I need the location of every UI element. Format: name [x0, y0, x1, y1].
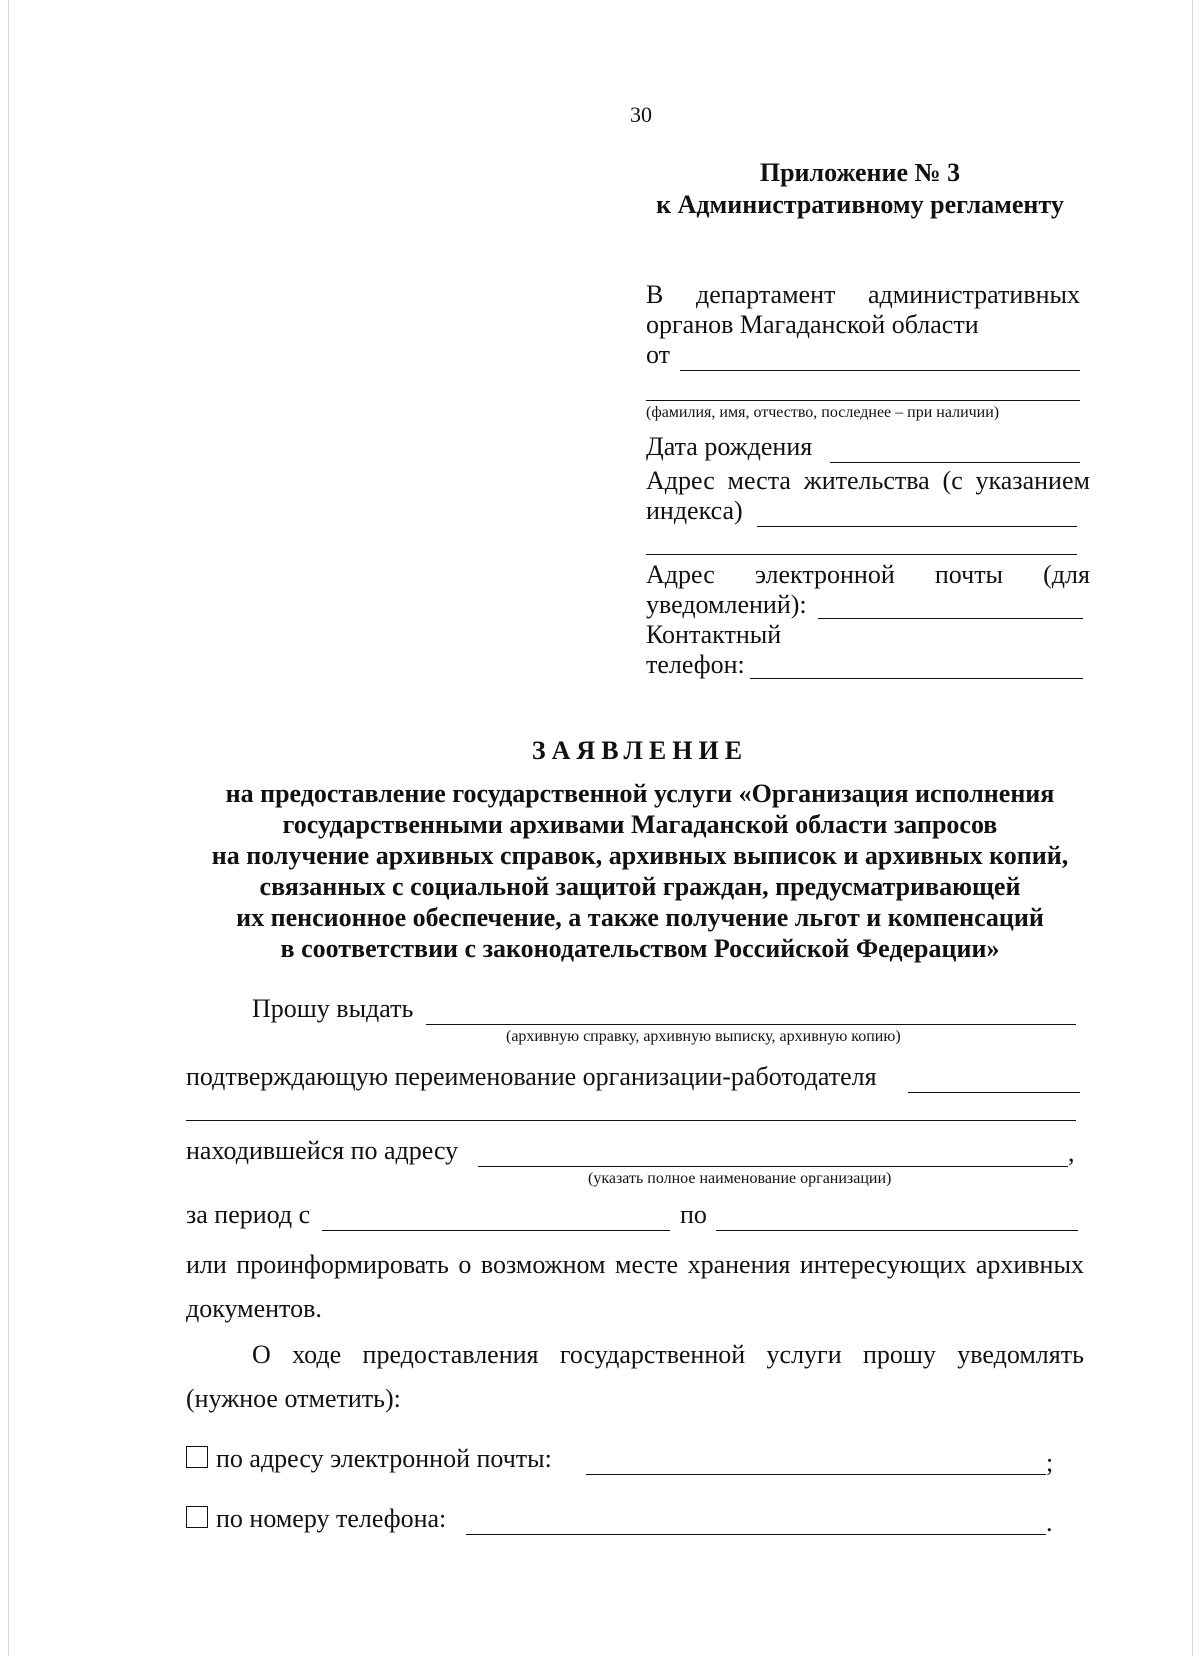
notify-line-1	[252, 1340, 1084, 1370]
period-from-label: за период с	[186, 1200, 311, 1229]
appendix-reference: к Административному регламенту	[656, 190, 1064, 219]
located-address-field[interactable]	[478, 1166, 1068, 1167]
subtitle-line: в соответствии с законодательством Российской Федерации»	[280, 934, 1000, 963]
rename-label: подтверждающую переименование организации-работодателя	[186, 1062, 877, 1091]
notify-email-checkbox[interactable]	[186, 1446, 208, 1468]
notify-line-2: (нужное отметить):	[186, 1384, 401, 1413]
issue-field[interactable]	[426, 1024, 1076, 1025]
phone-field[interactable]	[750, 678, 1083, 679]
inform-line-1	[186, 1250, 1084, 1280]
issue-hint: (архивную справку, архивную выписку, архивную копию)	[506, 1028, 901, 1045]
email-word: Адрес	[646, 560, 715, 589]
name-hint: (фамилия, имя, отчество, последнее – при наличии)	[646, 404, 1000, 421]
inform-word: проинформировать	[236, 1250, 449, 1279]
employer-field-2[interactable]	[186, 1120, 1076, 1121]
inform-word: архивных	[975, 1250, 1084, 1279]
notify-email-end: ;	[1046, 1448, 1054, 1477]
inform-word: о	[458, 1250, 472, 1279]
inform-word: возможном	[480, 1250, 606, 1279]
addressee-word: департамент	[695, 280, 836, 309]
subtitle-line: связанных с социальной защитой граждан, предусматривающей	[259, 872, 1021, 901]
notify-word: прошу	[863, 1340, 936, 1369]
notify-phone-label: по номеру телефона:	[216, 1504, 447, 1533]
notify-phone-checkbox[interactable]	[186, 1506, 208, 1528]
subtitle-line: государственными архивами Магаданской области запросов	[282, 810, 998, 839]
notify-word: ходе	[292, 1340, 342, 1369]
inform-word: месте	[615, 1250, 679, 1279]
document-subtitle	[160, 778, 1120, 964]
residence-word: места	[727, 466, 791, 495]
residence-field[interactable]	[757, 526, 1077, 527]
addressee-line-2: органов Магаданской области	[646, 310, 979, 339]
residence-label-line-2: индекса)	[646, 496, 743, 525]
notify-word: уведомлять	[957, 1340, 1084, 1369]
subtitle-line: на предоставление государственной услуги «Организация исполнения	[225, 779, 1055, 808]
inform-word: интересующих	[799, 1250, 967, 1279]
from-name-field[interactable]	[680, 370, 1080, 371]
located-label: находившейся по адресу	[186, 1136, 459, 1165]
page-number: 30	[630, 102, 652, 127]
addressee-line-1	[646, 280, 1080, 310]
email-word: электронной	[754, 560, 895, 589]
notify-email-label: по адресу электронной почты:	[216, 1444, 552, 1473]
notify-email-field[interactable]	[586, 1474, 1046, 1475]
notify-word: предоставления	[362, 1340, 539, 1369]
email-word: (для	[1043, 560, 1090, 589]
notify-phone-field[interactable]	[466, 1534, 1046, 1535]
issue-label: Прошу выдать	[252, 994, 414, 1023]
scan-edge-left	[8, 0, 9, 1656]
addressee-word: административных	[868, 280, 1080, 309]
notify-word: услуги	[766, 1340, 842, 1369]
subtitle-line: их пенсионное обеспечение, а также получение льгот и компенсаций	[236, 903, 1044, 932]
notify-word: государственной	[559, 1340, 746, 1369]
residence-word: (с	[942, 466, 963, 495]
birth-date-field[interactable]	[830, 462, 1080, 463]
phone-label-line-2: телефон:	[646, 650, 745, 679]
inform-word: хранения	[687, 1250, 791, 1279]
phone-label-line-1: Контактный	[646, 620, 782, 649]
period-to-label: по	[680, 1200, 707, 1229]
period-to-field[interactable]	[716, 1230, 1078, 1231]
employer-field[interactable]	[908, 1092, 1080, 1093]
email-label-line-1	[646, 560, 1090, 590]
residence-word: жительства	[803, 466, 930, 495]
email-field[interactable]	[818, 618, 1083, 619]
period-from-field[interactable]	[322, 1230, 670, 1231]
located-comma: ,	[1068, 1138, 1075, 1167]
inform-line-2: документов.	[186, 1294, 322, 1323]
email-label-line-2: уведомлений):	[646, 590, 807, 619]
email-word: почты	[934, 560, 1004, 589]
residence-field-2[interactable]	[646, 554, 1077, 555]
from-label: от	[646, 340, 671, 369]
scan-edge-right	[1192, 0, 1193, 1656]
birth-date-label: Дата рождения	[646, 432, 813, 461]
from-name-field-2[interactable]	[646, 400, 1080, 401]
appendix-number: Приложение № 3	[759, 158, 961, 187]
notify-phone-end: .	[1046, 1508, 1053, 1537]
subtitle-line: на получение архивных справок, архивных выписок и архивных копий,	[211, 841, 1069, 870]
document-title: ЗАЯВЛЕНИЕ	[531, 736, 749, 765]
notify-word: О	[252, 1340, 271, 1369]
residence-label-line-1	[646, 466, 1090, 496]
residence-word: указанием	[975, 466, 1090, 495]
addressee-word: В	[646, 280, 664, 309]
org-hint: (указать полное наименование организации)	[588, 1170, 892, 1187]
residence-word: Адрес	[646, 466, 715, 495]
inform-word: или	[186, 1250, 227, 1279]
